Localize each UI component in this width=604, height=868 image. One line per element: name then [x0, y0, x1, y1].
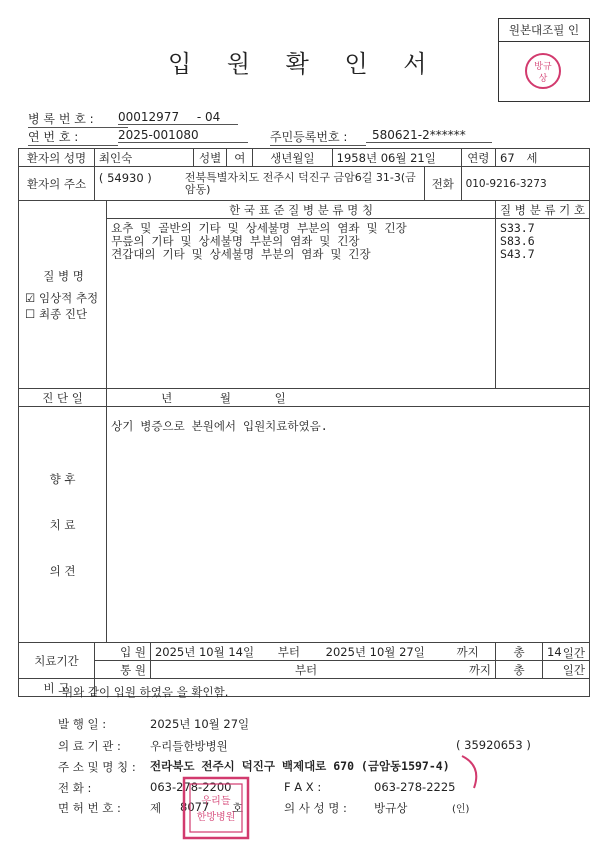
- doctor-name: 방규상: [374, 801, 408, 815]
- svg-text:우리들: 우리들: [201, 796, 231, 807]
- kcd-codes-header: 질 병 분 류 기 호: [496, 201, 590, 219]
- opinion-label-3: 의 견: [49, 563, 76, 578]
- outpatient-days-unit: 일간: [543, 661, 590, 679]
- diagnosis-date: [107, 389, 590, 407]
- serial-label: 연 번 호 :: [28, 128, 118, 146]
- signature-mark: [456, 752, 486, 792]
- date-year: 년: [161, 390, 173, 405]
- license-suffix: 호: [232, 801, 244, 815]
- zip-code: ( 54930 ): [98, 170, 152, 185]
- resident-no: 580621-2******: [366, 128, 492, 143]
- record-no-field: [118, 110, 238, 125]
- original-verified-seal-box: [498, 18, 590, 102]
- license-number: 8077: [180, 800, 210, 814]
- opinion-text: 상기 병증으로 본원에서 입원치료하였음.: [111, 419, 328, 433]
- record-suffix: - 04: [196, 110, 221, 124]
- kcd-names-header: 한 국 표 준 질 병 분 류 명 칭: [107, 201, 496, 219]
- birth-label: 생년월일: [253, 149, 332, 167]
- svg-text:상: 상: [538, 74, 548, 84]
- clinical-label: 임상적 추정: [38, 290, 99, 305]
- phone-label: 전화: [425, 167, 462, 201]
- date-day: 일: [274, 390, 286, 405]
- hospital-seal-stamp: [178, 774, 254, 842]
- record-no-label: 병 록 번 호 :: [28, 110, 128, 128]
- clinical-checkbox[interactable]: ☑: [25, 290, 36, 305]
- svg-text:방규: 방규: [534, 62, 552, 72]
- age-cell: [496, 149, 590, 167]
- period-label: 치료기간: [19, 643, 95, 679]
- opinion-label-2: 치 료: [49, 517, 76, 532]
- outpatient-period: [150, 661, 495, 679]
- date-month: 월: [219, 390, 231, 405]
- hospital-fax: 063-278-2225: [374, 780, 456, 794]
- address-footer-label: 주 소 및 명 칭 :: [58, 760, 136, 774]
- diagnosis-names-cell: [107, 219, 496, 389]
- inpatient-label: 입 원: [94, 643, 150, 661]
- age-unit: 세: [526, 150, 538, 165]
- patient-address: 전북특별자치도 전주시 덕진구 금암6길 31-3(금암동): [184, 170, 416, 196]
- inpatient-total-label: 총: [496, 643, 543, 661]
- diagnosis-code-1: S33.7: [500, 221, 535, 235]
- diagnosis-codes-cell: [496, 219, 590, 389]
- phone-footer-label: 전 화 :: [58, 781, 92, 795]
- inpatient-from: 부터: [277, 644, 300, 659]
- inpatient-to: 까지: [456, 644, 479, 659]
- final-checkbox[interactable]: ☐: [25, 306, 36, 321]
- sex-label: 성별: [193, 149, 227, 167]
- confirm-statement: 위와 같이 입원 하였음 을 확인함.: [62, 685, 229, 699]
- address-cell: [94, 167, 424, 201]
- clinical-option[interactable]: [25, 290, 102, 306]
- hospital-label: 의 료 기 관 :: [58, 739, 121, 753]
- resident-label: 주민등록번호 :: [270, 128, 366, 146]
- hospital-phone: 063-278-2200: [150, 780, 232, 794]
- issue-date: 2025년 10월 27일: [150, 717, 250, 731]
- seal-header: 원본대조필 인: [499, 19, 589, 42]
- doctor-seal-mark: (인): [452, 804, 470, 815]
- outpatient-total-label: 총: [496, 661, 543, 679]
- remarks-label: 비 고: [19, 679, 95, 697]
- inpatient-end: 2025년 10월 27일: [325, 644, 425, 659]
- final-label: 최종 진단: [38, 306, 88, 321]
- opinion-label-1: 향 후: [49, 471, 76, 486]
- record-no: 00012977: [118, 110, 180, 124]
- doctor-label: 의 사 성 명 :: [284, 801, 347, 815]
- inpatient-start: 2025년 10월 14일: [154, 644, 255, 659]
- license-prefix: 제: [150, 801, 162, 815]
- hospital-code: ( 35920653 ): [456, 738, 531, 752]
- diagnosis-name-2: 무릎의 기타 및 상세불명 부분의 염좌 및 긴장: [111, 234, 360, 248]
- outpatient-label: 통 원: [94, 661, 150, 679]
- fax-label: F A X :: [284, 780, 322, 794]
- admission-table: [18, 148, 590, 697]
- page-title: 입 원 확 인 서: [168, 50, 441, 78]
- inpatient-period: [150, 643, 495, 661]
- opinion-label-cell: [19, 407, 107, 643]
- patient-phone: 010-9216-3273: [461, 167, 589, 201]
- diagnosis-label-cell: [19, 201, 107, 389]
- inpatient-days: 14: [547, 644, 562, 659]
- diagnosis-code-3: S43.7: [500, 247, 535, 261]
- hospital-address: 전라북도 전주시 덕진구 백제대로 670 (금암동1597-4): [150, 759, 450, 773]
- patient-name: 최인숙: [94, 149, 193, 167]
- diagnosis-code-2: S83.6: [500, 234, 535, 248]
- patient-name-label: 환자의 성명: [19, 149, 95, 167]
- diagnosis-name-1: 요추 및 골반의 기타 및 상세불명 부분의 염좌 및 긴장: [111, 221, 407, 235]
- diagnosis-name-3: 견갑대의 기타 및 상세불명 부분의 염좌 및 긴장: [111, 247, 371, 261]
- serial-no: 2025-001080: [118, 128, 248, 143]
- patient-age: 67: [500, 150, 515, 165]
- outpatient-to: 까지: [468, 662, 492, 677]
- diagnosis-label: 질 병 명: [43, 268, 84, 283]
- inpatient-days-unit: 일간: [562, 645, 585, 660]
- patient-sex: 여: [227, 149, 253, 167]
- inpatient-days-cell: [543, 643, 590, 661]
- diagnosis-date-label: 진 단 일: [19, 389, 107, 407]
- address-label: 환자의 주소: [19, 167, 95, 201]
- outpatient-from: 부터: [294, 662, 318, 677]
- svg-text:한방병원: 한방병원: [196, 812, 236, 823]
- hospital-name: 우리들한방병원: [150, 739, 228, 753]
- doctor-seal-stamp: [521, 49, 565, 93]
- final-option[interactable]: [25, 306, 102, 322]
- opinion-cell: [107, 407, 590, 643]
- patient-birth: 1958년 06월 21일: [332, 149, 461, 167]
- license-label: 면 허 번 호 :: [58, 801, 121, 815]
- age-label: 연령: [461, 149, 495, 167]
- issue-date-label: 발 행 일 :: [58, 717, 107, 731]
